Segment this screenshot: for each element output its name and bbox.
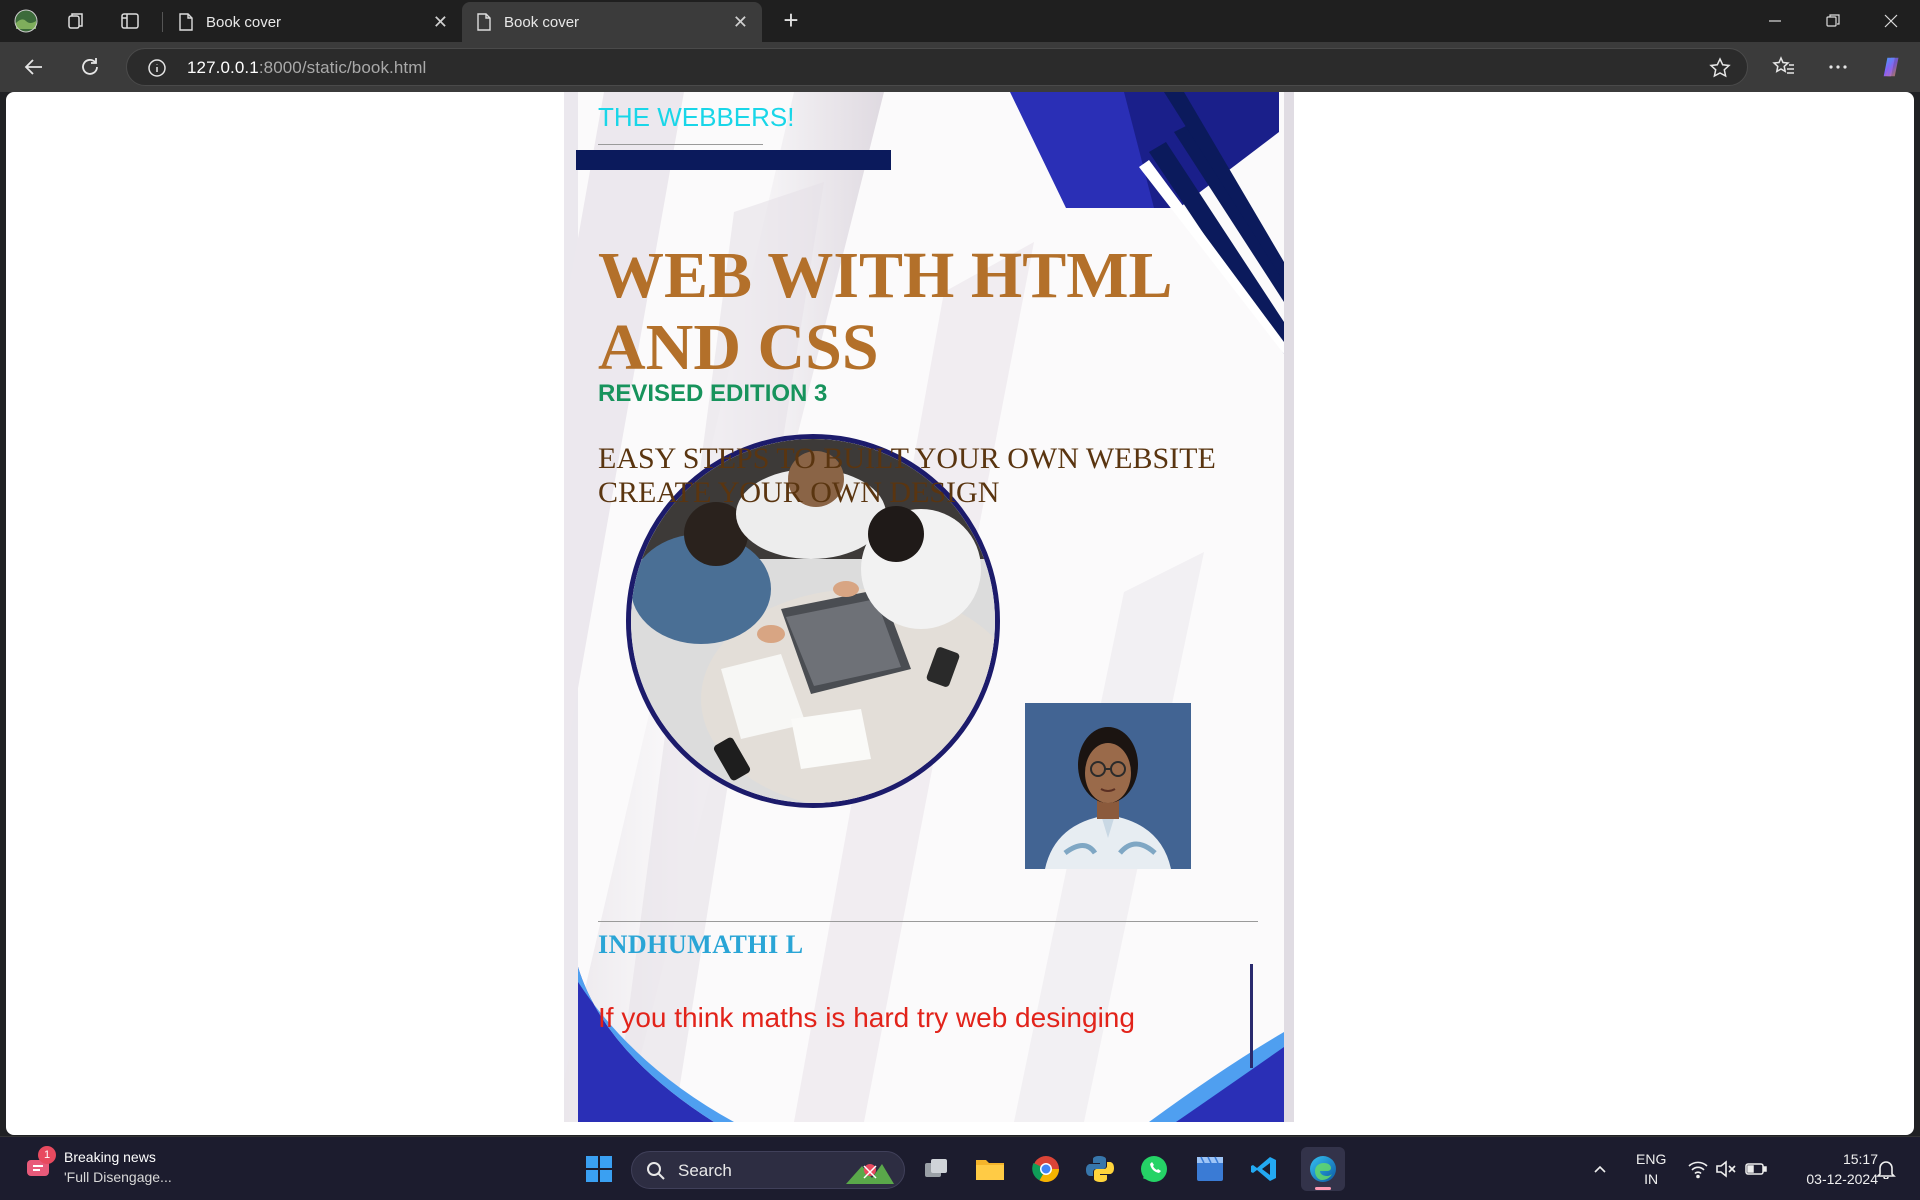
whatsapp-icon[interactable]	[1136, 1151, 1172, 1187]
publisher-underline	[598, 144, 763, 145]
start-button[interactable]	[581, 1151, 617, 1187]
battery-icon[interactable]	[1738, 1151, 1774, 1187]
book-cover	[564, 92, 1294, 1122]
favorites-icon[interactable]	[1772, 55, 1796, 79]
region-code: IN	[1644, 1171, 1659, 1187]
news-badge: 1	[38, 1146, 56, 1164]
page-icon	[178, 13, 194, 31]
tab-title: Book cover	[504, 13, 580, 31]
vertical-tabs-icon[interactable]	[118, 9, 142, 33]
clock-date: 03-12-2024	[1806, 1171, 1878, 1187]
language-indicator[interactable]	[1636, 1149, 1666, 1189]
file-explorer-icon[interactable]	[972, 1151, 1008, 1187]
close-window-button[interactable]	[1862, 0, 1920, 42]
clock-time: 15:17	[1842, 1151, 1878, 1167]
python-icon[interactable]	[1082, 1151, 1118, 1187]
author-name: INDHUMATHI L	[598, 930, 804, 959]
search-highlight-icon	[842, 1156, 896, 1186]
more-options-icon[interactable]	[1826, 55, 1850, 79]
favorite-star-icon[interactable]	[1709, 57, 1731, 79]
edge-icon[interactable]	[1301, 1147, 1345, 1191]
notification-bell-icon[interactable]	[1868, 1151, 1904, 1187]
vscode-icon[interactable]	[1246, 1151, 1282, 1187]
chrome-icon[interactable]	[1028, 1151, 1064, 1187]
minimize-button[interactable]	[1746, 0, 1804, 42]
show-hidden-icons[interactable]	[1582, 1151, 1618, 1187]
restore-button[interactable]	[1804, 0, 1862, 42]
navy-bar	[576, 150, 891, 170]
publisher-name: THE WEBBERS!	[598, 102, 795, 132]
task-view-icon[interactable]	[918, 1151, 954, 1187]
back-button[interactable]	[20, 53, 48, 81]
windows-taskbar	[0, 1136, 1920, 1200]
address-bar[interactable]	[126, 48, 1748, 86]
news-widget[interactable]	[24, 1147, 172, 1187]
active-indicator	[1315, 1187, 1331, 1190]
edition-label: REVISED EDITION 3	[598, 380, 828, 407]
news-title: Breaking news	[64, 1149, 156, 1165]
reload-button[interactable]	[76, 53, 104, 81]
tab-separator	[162, 12, 163, 32]
workspaces-icon[interactable]	[64, 9, 88, 33]
vertical-divider	[1250, 964, 1253, 1068]
close-tab-icon[interactable]: ✕	[432, 11, 448, 32]
taskbar-search[interactable]	[631, 1151, 905, 1189]
tab-book-cover-2[interactable]	[462, 2, 762, 42]
tab-title: Book cover	[206, 13, 282, 31]
book-subtitle	[598, 442, 1216, 510]
page-viewport	[6, 92, 1914, 1135]
subtitle-line-1: EASY STEPS TO BUILT YOUR OWN WEBSITE	[598, 442, 1216, 475]
clock[interactable]	[1782, 1149, 1878, 1189]
copilot-icon[interactable]	[1880, 55, 1904, 79]
url-text[interactable]	[187, 58, 426, 78]
new-tab-button[interactable]: +	[783, 5, 799, 35]
browser-titlebar	[0, 0, 1920, 42]
tab-book-cover-1[interactable]	[164, 2, 462, 42]
media-app-icon[interactable]	[1192, 1151, 1228, 1187]
subtitle-line-2: CREATE YOUR OWN DESIGN	[598, 476, 1000, 509]
url-path: :8000/static/book.html	[258, 58, 427, 77]
search-label: Search	[678, 1161, 732, 1180]
bottom-divider	[598, 921, 1258, 922]
page-icon	[476, 13, 492, 31]
news-icon	[24, 1149, 54, 1182]
site-info-icon[interactable]	[147, 58, 167, 78]
tagline: If you think maths is hard try web desinging	[598, 1002, 1135, 1033]
close-tab-icon[interactable]: ✕	[732, 11, 748, 32]
author-photo	[1025, 703, 1191, 869]
news-subtitle: 'Full Disengage...	[64, 1169, 172, 1185]
language-code: ENG	[1636, 1151, 1667, 1167]
url-host: 127.0.0.1	[187, 58, 259, 77]
browser-toolbar	[0, 42, 1920, 92]
search-icon	[646, 1161, 666, 1181]
book-title: WEB WITH HTML AND CSS	[598, 239, 1169, 384]
profile-avatar[interactable]	[14, 9, 38, 33]
